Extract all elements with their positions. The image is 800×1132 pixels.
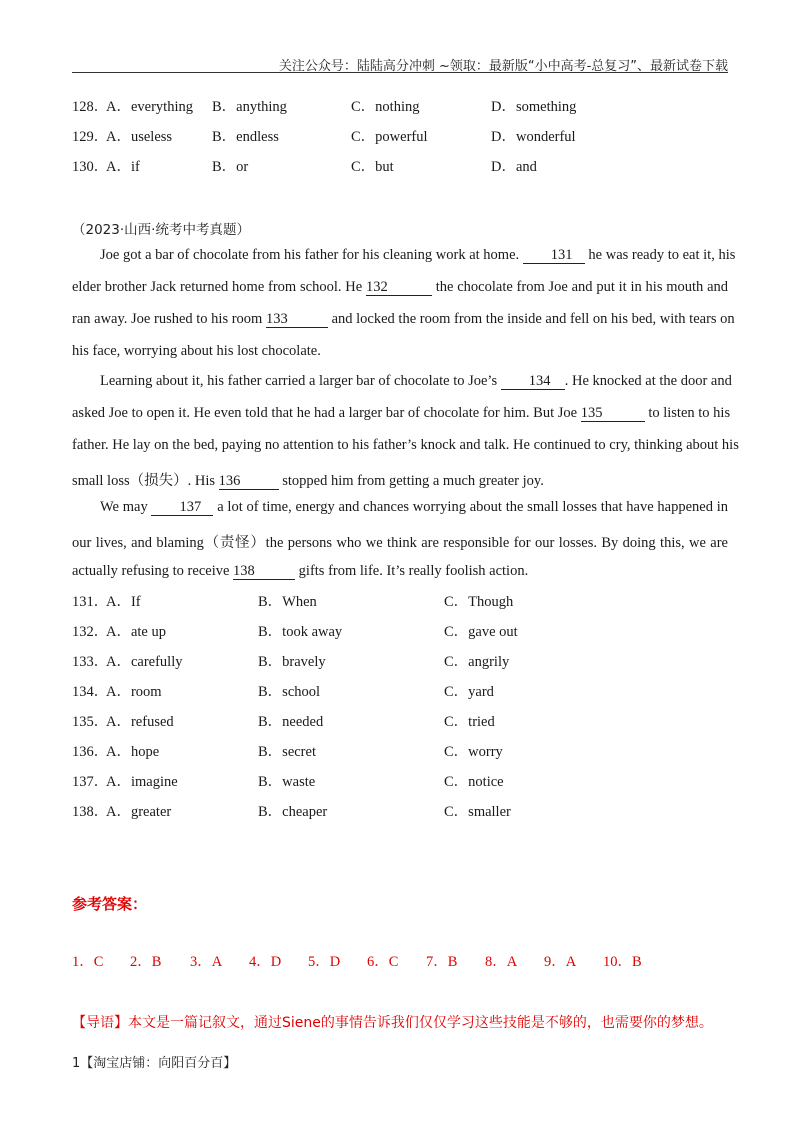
option-b: B．took away: [258, 624, 343, 640]
question-number: 129．: [72, 129, 109, 145]
passage-line: Learning about it, his father carried a larger bar of chocolate to Joe’s 134 . He knocked at the door and: [100, 373, 732, 389]
option-c: C．notice: [444, 774, 504, 790]
option-c: C．yard: [444, 684, 494, 700]
blank-132: 132: [366, 279, 432, 296]
option-a: A．carefully: [106, 654, 183, 670]
question-number: 130．: [72, 159, 109, 175]
blank-134: 134: [501, 373, 565, 390]
question-number: 134．: [72, 684, 109, 700]
answer-item: 8．A: [485, 954, 518, 970]
blank-136: 136: [219, 473, 279, 490]
option-a: A．everything: [106, 99, 193, 115]
option-a: A．useless: [106, 129, 173, 145]
option-c: C．gave out: [444, 624, 518, 640]
option-b: B．school: [258, 684, 321, 700]
question-number: 128．: [72, 99, 109, 115]
option-c: C．tried: [444, 714, 495, 730]
header-divider: [72, 72, 728, 73]
question-number: 132．: [72, 624, 109, 640]
page-footer: 1【淘宝店铺：向阳百分百】: [72, 1056, 237, 1071]
option-d: D．wonderful: [491, 129, 576, 145]
answer-key-title: 参考答案：: [72, 895, 148, 913]
answer-item: 5．D: [308, 954, 341, 970]
page-header: 关注公众号：陆陆高分冲刺 ~领取：最新版“小中高考-总复习”、最新试卷下载: [278, 59, 728, 74]
option-a: A．room: [106, 684, 162, 700]
question-number: 136．: [72, 744, 109, 760]
answer-item: 3．A: [190, 954, 223, 970]
option-b: B．secret: [258, 744, 316, 760]
option-b: B．bravely: [258, 654, 326, 670]
option-b: B．needed: [258, 714, 324, 730]
option-a: A．refused: [106, 714, 174, 730]
answer-item: 9．A: [544, 954, 577, 970]
passage-line: father. He lay on the bed, paying no attention to his father’s knock and talk. He continued to cry, thinking about his: [72, 437, 739, 453]
answer-item: 2．B: [130, 954, 162, 970]
option-c: C．powerful: [351, 129, 428, 145]
answer-item: 6．C: [367, 954, 399, 970]
question-number: 138．: [72, 804, 109, 820]
option-b: B．When: [258, 594, 317, 610]
option-a: A．If: [106, 594, 141, 610]
option-b: B．cheaper: [258, 804, 328, 820]
option-a: A．if: [106, 159, 140, 175]
passage-line: ran away. Joe rushed to his room 133 and locked the room from the inside and fell on his bed, with tears on: [72, 311, 735, 327]
option-a: A．imagine: [106, 774, 178, 790]
passage-line: our lives, and blaming（责怪）the persons who we think are responsible for our losses. By doing this, we are: [72, 535, 728, 551]
option-c: C．nothing: [351, 99, 420, 115]
option-a: A．ate up: [106, 624, 166, 640]
blank-131: 131: [523, 247, 585, 264]
blank-135: 135: [581, 405, 645, 422]
blank-133: 133: [266, 311, 328, 328]
source-label: （2023·山西·统考中考真题）: [72, 222, 250, 238]
option-d: D．and: [491, 159, 537, 175]
option-c: C．but: [351, 159, 394, 175]
option-b: B．anything: [212, 99, 287, 115]
answer-item: 1．C: [72, 954, 104, 970]
option-c: C．worry: [444, 744, 503, 760]
passage-line: actually refusing to receive 138 gifts from life. It’s really foolish action.: [72, 563, 529, 579]
blank-137: 137: [151, 499, 213, 516]
option-b: B．waste: [258, 774, 316, 790]
question-number: 135．: [72, 714, 109, 730]
answer-item: 7．B: [426, 954, 458, 970]
passage-line: elder brother Jack returned home from school. He 132 the chocolate from Joe and put it in his mouth and: [72, 279, 729, 295]
option-c: C．smaller: [444, 804, 511, 820]
option-b: B．endless: [212, 129, 279, 145]
answer-item: 4．D: [249, 954, 282, 970]
option-a: A．hope: [106, 744, 160, 760]
option-a: A．greater: [106, 804, 172, 820]
passage-line: small loss（损失）. His 136 stopped him from getting a much greater joy.: [72, 473, 544, 489]
passage-line: Joe got a bar of chocolate from his father for his cleaning work at home. 131 he was ready to eat it, his: [100, 247, 736, 263]
question-number: 133．: [72, 654, 109, 670]
option-c: C．angrily: [444, 654, 510, 670]
option-c: C．Though: [444, 594, 514, 610]
option-b: B．or: [212, 159, 249, 175]
question-number: 137．: [72, 774, 109, 790]
passage-line: his face, worrying about his lost chocolate.: [72, 343, 321, 359]
passage-line: We may 137 a lot of time, energy and chances worrying about the small losses that have happened in: [100, 499, 729, 515]
guide-text: 【导语】本文是一篇记叙文，通过Siene的事情告诉我们仅仅学习这些技能是不够的，也需要你的梦想。: [72, 1015, 713, 1031]
answer-item: 10．B: [603, 954, 642, 970]
blank-138: 138: [233, 563, 295, 580]
option-d: D．something: [491, 99, 577, 115]
passage-line: asked Joe to open it. He even told that he had a larger bar of chocolate for him. But Joe 135 to listen to his: [72, 405, 731, 421]
question-number: 131．: [72, 594, 109, 610]
